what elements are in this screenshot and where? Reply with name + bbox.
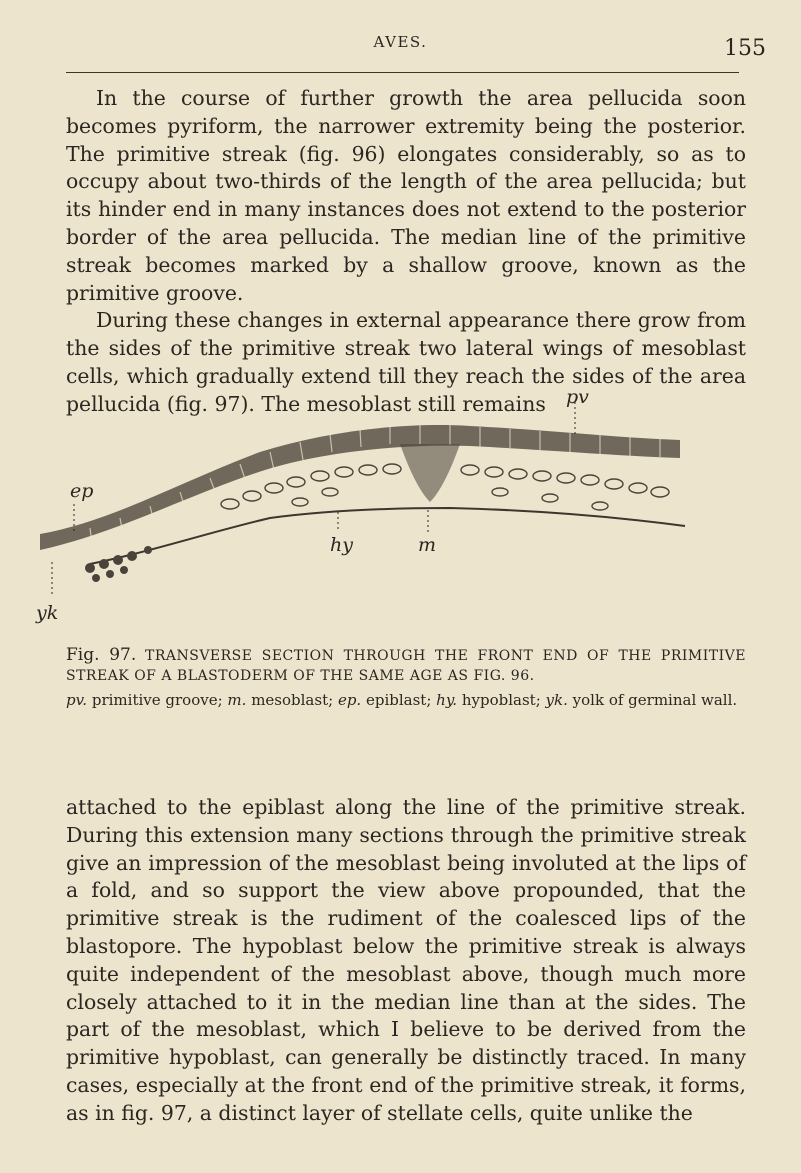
running-head: AVES. xyxy=(373,33,428,51)
key-abbr: ep. xyxy=(337,691,362,709)
key-meaning: yolk of germinal wall. xyxy=(572,691,738,709)
key-meaning: primitive groove; xyxy=(91,691,223,709)
key-abbr: pv. xyxy=(66,691,88,709)
text-block-bottom xyxy=(66,794,746,1128)
figure-97-illustration xyxy=(30,386,690,632)
paragraph-1: In the course of further growth the area pellucida soon becomes pyriform, the narrower extremity being the posterior. The primitive streak (fig. 96) elongates considerably, so as to occupy about two-thirds of the length of the area pellucida; but its hinder end in many instances does not extend to the posterior border of the area pellucida. The median line of the primitive streak becomes marked by a shallow groove, known as the primitive groove. xyxy=(66,86,746,305)
figure-caption xyxy=(66,645,746,711)
header-rule xyxy=(66,72,739,73)
caption-title: TRANSVERSE SECTION THROUGH THE FRONT END OF THE PRIMITIVE STREAK OF A BLASTODERM OF THE SAME AGE AS FIG. 96. xyxy=(66,648,746,684)
label-hy: hy xyxy=(330,534,353,556)
text-block-top xyxy=(66,85,746,419)
epiblast-layer xyxy=(40,425,680,550)
caption-title-line xyxy=(66,645,746,686)
blastoderm-section-drawing xyxy=(30,392,690,632)
hypoblast-layer xyxy=(90,508,685,564)
primitive-streak-mass xyxy=(400,444,460,502)
label-ep: ep xyxy=(70,480,94,502)
label-yk: yk xyxy=(36,602,59,624)
key-abbr: yk. xyxy=(545,691,568,709)
key-abbr: hy. xyxy=(436,691,458,709)
key-meaning: mesoblast; xyxy=(251,691,334,709)
label-pv: pv xyxy=(566,386,589,408)
paragraph-2: During these changes in external appearance there grow from the sides of the primitive streak two lateral wings of mesoblast cells, which gradually extend till they reach the sides of the area pellucida (fig. 97). The mesoblast still remains xyxy=(66,308,746,416)
key-meaning: epiblast; xyxy=(365,691,432,709)
caption-fig-number: Fig. 97. xyxy=(66,645,137,665)
caption-key xyxy=(66,690,746,711)
label-m: m xyxy=(418,534,437,556)
page-number: 155 xyxy=(724,36,766,61)
key-abbr: m. xyxy=(227,691,247,709)
key-meaning: hypoblast; xyxy=(461,691,541,709)
paragraph-3: attached to the epiblast along the line of the primitive streak. During this extension many sections through the primitive streak give an impression of the mesoblast being involuted at the lips of a fold, and so support the view above propounded, that the primitive streak is the rudiment of the coalesced lips of the blastopore. The hypoblast below the primitive streak is always quite independent of the mesoblast above, though much more closely attached to it in the median line than at the sides. The part of the mesoblast, which I believe to be derived from the primitive hypoblast, can generally be distinctly traced. In many cases, especially at the front end of the primitive streak, it forms, as in fig. 97, a distinct layer of stellate cells, quite unlike the xyxy=(66,795,746,1125)
